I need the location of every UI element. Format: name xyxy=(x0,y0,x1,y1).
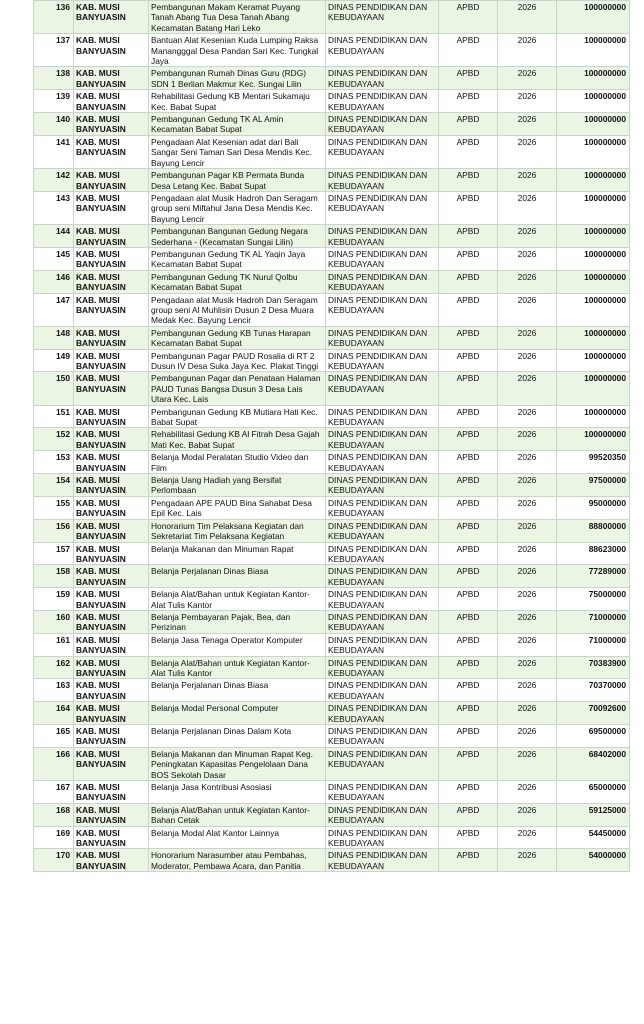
table-row xyxy=(34,656,630,679)
kegiatan-cell: Pembangunan Bangunan Gedung Negara Sederhana - (Kecamatan Sungai Lilin) xyxy=(149,225,326,248)
row-number: 165 xyxy=(34,725,74,748)
sumber-dana-cell: APBD xyxy=(439,247,498,270)
kegiatan-cell: Belanja Makanan dan Minuman Rapat Keg. Peningkatan Kapasitas Pengelolaan Dana BOS Sekolah Dasar xyxy=(149,747,326,780)
dinas-cell: DINAS PENDIDIKAN DAN KEBUDAYAAN xyxy=(326,349,439,372)
tahun-cell: 2026 xyxy=(498,725,557,748)
row-number: 161 xyxy=(34,633,74,656)
tahun-cell: 2026 xyxy=(498,542,557,565)
kabupaten-cell: KAB. MUSI BANYUASIN xyxy=(74,747,149,780)
kegiatan-cell: Belanja Jasa Tenaga Operator Komputer xyxy=(149,633,326,656)
dinas-cell: DINAS PENDIDIKAN DAN KEBUDAYAAN xyxy=(326,90,439,113)
kegiatan-cell: Pengadaan alat Musik Hadroh Dan Seragam group seni Miftahul Jana Desa Mendis Kec. Bayung Lencir xyxy=(149,191,326,224)
row-number: 158 xyxy=(34,565,74,588)
sumber-dana-cell: APBD xyxy=(439,781,498,804)
kegiatan-cell: Pembangunan Pagar dan Penataan Halaman PAUD Tunas Bangsa Dusun 3 Desa Lais Utara Kec. Lais xyxy=(149,372,326,405)
table-row xyxy=(34,326,630,349)
anggaran-cell: 77289000 xyxy=(557,565,630,588)
anggaran-cell: 65000000 xyxy=(557,781,630,804)
dinas-cell: DINAS PENDIDIKAN DAN KEBUDAYAAN xyxy=(326,428,439,451)
sumber-dana-cell: APBD xyxy=(439,293,498,326)
kegiatan-cell: Pembangunan Pagar KB Permata Bunda Desa Letang Kec. Babat Supat xyxy=(149,169,326,192)
anggaran-cell: 100000000 xyxy=(557,113,630,136)
kabupaten-cell: KAB. MUSI BANYUASIN xyxy=(74,34,149,67)
kegiatan-cell: Belanja Jasa Kontribusi Asosiasi xyxy=(149,781,326,804)
sumber-dana-cell: APBD xyxy=(439,565,498,588)
sumber-dana-cell: APBD xyxy=(439,405,498,428)
tahun-cell: 2026 xyxy=(498,565,557,588)
anggaran-cell: 69500000 xyxy=(557,725,630,748)
anggaran-cell: 100000000 xyxy=(557,372,630,405)
dinas-cell: DINAS PENDIDIKAN DAN KEBUDAYAAN xyxy=(326,169,439,192)
kabupaten-cell: KAB. MUSI BANYUASIN xyxy=(74,451,149,474)
row-number: 150 xyxy=(34,372,74,405)
anggaran-cell: 68402000 xyxy=(557,747,630,780)
dinas-cell: DINAS PENDIDIKAN DAN KEBUDAYAAN xyxy=(326,191,439,224)
dinas-cell: DINAS PENDIDIKAN DAN KEBUDAYAAN xyxy=(326,405,439,428)
row-number: 139 xyxy=(34,90,74,113)
kabupaten-cell: KAB. MUSI BANYUASIN xyxy=(74,725,149,748)
sumber-dana-cell: APBD xyxy=(439,519,498,542)
dinas-cell: DINAS PENDIDIKAN DAN KEBUDAYAAN xyxy=(326,247,439,270)
anggaran-cell: 100000000 xyxy=(557,169,630,192)
anggaran-cell: 100000000 xyxy=(557,405,630,428)
sumber-dana-cell: APBD xyxy=(439,803,498,826)
row-number: 168 xyxy=(34,803,74,826)
kabupaten-cell: KAB. MUSI BANYUASIN xyxy=(74,633,149,656)
anggaran-cell: 54000000 xyxy=(557,849,630,872)
sumber-dana-cell: APBD xyxy=(439,588,498,611)
kabupaten-cell: KAB. MUSI BANYUASIN xyxy=(74,191,149,224)
kabupaten-cell: KAB. MUSI BANYUASIN xyxy=(74,542,149,565)
kabupaten-cell: KAB. MUSI BANYUASIN xyxy=(74,781,149,804)
sumber-dana-cell: APBD xyxy=(439,34,498,67)
kabupaten-cell: KAB. MUSI BANYUASIN xyxy=(74,849,149,872)
row-number: 140 xyxy=(34,113,74,136)
anggaran-cell: 100000000 xyxy=(557,34,630,67)
kegiatan-cell: Pembangunan Pagar PAUD Rosalia di RT 2 Dusun IV Desa Suka Jaya Kec. Plakat Tinggi xyxy=(149,349,326,372)
kabupaten-cell: KAB. MUSI BANYUASIN xyxy=(74,565,149,588)
tahun-cell: 2026 xyxy=(498,191,557,224)
sumber-dana-cell: APBD xyxy=(439,451,498,474)
tahun-cell: 2026 xyxy=(498,610,557,633)
row-number: 142 xyxy=(34,169,74,192)
tahun-cell: 2026 xyxy=(498,372,557,405)
dinas-cell: DINAS PENDIDIKAN DAN KEBUDAYAAN xyxy=(326,803,439,826)
kegiatan-cell: Belanja Perjalanan Dinas Dalam Kota xyxy=(149,725,326,748)
kabupaten-cell: KAB. MUSI BANYUASIN xyxy=(74,293,149,326)
kegiatan-cell: Rehabilitasi Gedung KB Mentari Sukamaju Kec. Babat Supat xyxy=(149,90,326,113)
anggaran-cell: 99520350 xyxy=(557,451,630,474)
table-row xyxy=(34,849,630,872)
row-number: 156 xyxy=(34,519,74,542)
table-row xyxy=(34,565,630,588)
table-row xyxy=(34,270,630,293)
anggaran-cell: 70383900 xyxy=(557,656,630,679)
table-row xyxy=(34,1,630,34)
row-number: 145 xyxy=(34,247,74,270)
kegiatan-cell: Honorarium Narasumber atau Pembahas, Moderator, Pembawa Acara, dan Panitia xyxy=(149,849,326,872)
table-row xyxy=(34,474,630,497)
kegiatan-cell: Rehabilitasi Gedung KB Al Fitrah Desa Gajah Mati Kec. Babat Supat xyxy=(149,428,326,451)
dinas-cell: DINAS PENDIDIKAN DAN KEBUDAYAAN xyxy=(326,747,439,780)
kegiatan-cell: Belanja Modal Peralatan Studio Video dan Film xyxy=(149,451,326,474)
dinas-cell: DINAS PENDIDIKAN DAN KEBUDAYAAN xyxy=(326,67,439,90)
budget-table-body xyxy=(34,1,630,872)
anggaran-cell: 100000000 xyxy=(557,135,630,168)
sumber-dana-cell: APBD xyxy=(439,610,498,633)
table-row xyxy=(34,610,630,633)
tahun-cell: 2026 xyxy=(498,633,557,656)
row-number: 149 xyxy=(34,349,74,372)
anggaran-cell: 100000000 xyxy=(557,349,630,372)
row-number: 146 xyxy=(34,270,74,293)
dinas-cell: DINAS PENDIDIKAN DAN KEBUDAYAAN xyxy=(326,270,439,293)
kabupaten-cell: KAB. MUSI BANYUASIN xyxy=(74,135,149,168)
table-row xyxy=(34,519,630,542)
kegiatan-cell: Pembangunan Gedung TK Nurul Qolbu Kecamatan Babat Supat xyxy=(149,270,326,293)
tahun-cell: 2026 xyxy=(498,90,557,113)
anggaran-cell: 100000000 xyxy=(557,326,630,349)
dinas-cell: DINAS PENDIDIKAN DAN KEBUDAYAAN xyxy=(326,565,439,588)
sumber-dana-cell: APBD xyxy=(439,826,498,849)
sumber-dana-cell: APBD xyxy=(439,349,498,372)
sumber-dana-cell: APBD xyxy=(439,542,498,565)
tahun-cell: 2026 xyxy=(498,405,557,428)
table-row xyxy=(34,247,630,270)
row-number: 159 xyxy=(34,588,74,611)
kabupaten-cell: KAB. MUSI BANYUASIN xyxy=(74,67,149,90)
dinas-cell: DINAS PENDIDIKAN DAN KEBUDAYAAN xyxy=(326,781,439,804)
tahun-cell: 2026 xyxy=(498,169,557,192)
tahun-cell: 2026 xyxy=(498,496,557,519)
table-row xyxy=(34,349,630,372)
kabupaten-cell: KAB. MUSI BANYUASIN xyxy=(74,1,149,34)
row-number: 164 xyxy=(34,702,74,725)
sumber-dana-cell: APBD xyxy=(439,113,498,136)
kabupaten-cell: KAB. MUSI BANYUASIN xyxy=(74,702,149,725)
row-number: 166 xyxy=(34,747,74,780)
tahun-cell: 2026 xyxy=(498,67,557,90)
tahun-cell: 2026 xyxy=(498,519,557,542)
table-row xyxy=(34,428,630,451)
table-row xyxy=(34,542,630,565)
kabupaten-cell: KAB. MUSI BANYUASIN xyxy=(74,588,149,611)
dinas-cell: DINAS PENDIDIKAN DAN KEBUDAYAAN xyxy=(326,725,439,748)
kabupaten-cell: KAB. MUSI BANYUASIN xyxy=(74,90,149,113)
anggaran-cell: 97500000 xyxy=(557,474,630,497)
sumber-dana-cell: APBD xyxy=(439,474,498,497)
kegiatan-cell: Pembangunan Rumah Dinas Guru (RDG) SDN 1 Berlian Makmur Kec. Sungai Lilin xyxy=(149,67,326,90)
kegiatan-cell: Honorarium Tim Pelaksana Kegiatan dan Sekretariat Tim Pelaksana Kegiatan xyxy=(149,519,326,542)
kabupaten-cell: KAB. MUSI BANYUASIN xyxy=(74,519,149,542)
tahun-cell: 2026 xyxy=(498,451,557,474)
sumber-dana-cell: APBD xyxy=(439,225,498,248)
budget-table xyxy=(33,0,630,872)
kegiatan-cell: Belanja Alat/Bahan untuk Kegiatan Kantor-Alat Tulis Kantor xyxy=(149,588,326,611)
kabupaten-cell: KAB. MUSI BANYUASIN xyxy=(74,803,149,826)
sumber-dana-cell: APBD xyxy=(439,135,498,168)
row-number: 155 xyxy=(34,496,74,519)
table-row xyxy=(34,781,630,804)
anggaran-cell: 100000000 xyxy=(557,270,630,293)
kabupaten-cell: KAB. MUSI BANYUASIN xyxy=(74,225,149,248)
tahun-cell: 2026 xyxy=(498,349,557,372)
sumber-dana-cell: APBD xyxy=(439,326,498,349)
table-row xyxy=(34,496,630,519)
table-row xyxy=(34,293,630,326)
table-row xyxy=(34,588,630,611)
anggaran-cell: 100000000 xyxy=(557,90,630,113)
sumber-dana-cell: APBD xyxy=(439,496,498,519)
kegiatan-cell: Pembangunan Makam Keramat Puyang Tanah Abang Tua Desa Tanah Abang Kecamatan Batang Hari Leko xyxy=(149,1,326,34)
dinas-cell: DINAS PENDIDIKAN DAN KEBUDAYAAN xyxy=(326,633,439,656)
sumber-dana-cell: APBD xyxy=(439,656,498,679)
kegiatan-cell: Belanja Alat/Bahan untuk Kegiatan Kantor- Bahan Cetak xyxy=(149,803,326,826)
sumber-dana-cell: APBD xyxy=(439,747,498,780)
row-number: 143 xyxy=(34,191,74,224)
dinas-cell: DINAS PENDIDIKAN DAN KEBUDAYAAN xyxy=(326,496,439,519)
kabupaten-cell: KAB. MUSI BANYUASIN xyxy=(74,679,149,702)
tahun-cell: 2026 xyxy=(498,849,557,872)
sumber-dana-cell: APBD xyxy=(439,1,498,34)
table-row xyxy=(34,826,630,849)
dinas-cell: DINAS PENDIDIKAN DAN KEBUDAYAAN xyxy=(326,34,439,67)
table-row xyxy=(34,169,630,192)
anggaran-cell: 70370000 xyxy=(557,679,630,702)
dinas-cell: DINAS PENDIDIKAN DAN KEBUDAYAAN xyxy=(326,679,439,702)
tahun-cell: 2026 xyxy=(498,428,557,451)
row-number: 154 xyxy=(34,474,74,497)
table-row xyxy=(34,135,630,168)
row-number: 162 xyxy=(34,656,74,679)
dinas-cell: DINAS PENDIDIKAN DAN KEBUDAYAAN xyxy=(326,372,439,405)
tahun-cell: 2026 xyxy=(498,702,557,725)
table-row xyxy=(34,113,630,136)
anggaran-cell: 100000000 xyxy=(557,67,630,90)
anggaran-cell: 70092600 xyxy=(557,702,630,725)
table-row xyxy=(34,90,630,113)
row-number: 138 xyxy=(34,67,74,90)
dinas-cell: DINAS PENDIDIKAN DAN KEBUDAYAAN xyxy=(326,451,439,474)
kegiatan-cell: Belanja Makanan dan Minuman Rapat xyxy=(149,542,326,565)
anggaran-cell: 100000000 xyxy=(557,247,630,270)
tahun-cell: 2026 xyxy=(498,135,557,168)
anggaran-cell: 100000000 xyxy=(557,1,630,34)
kegiatan-cell: Belanja Modal Personal Computer xyxy=(149,702,326,725)
sumber-dana-cell: APBD xyxy=(439,849,498,872)
dinas-cell: DINAS PENDIDIKAN DAN KEBUDAYAAN xyxy=(326,826,439,849)
table-row xyxy=(34,725,630,748)
sumber-dana-cell: APBD xyxy=(439,169,498,192)
row-number: 163 xyxy=(34,679,74,702)
anggaran-cell: 100000000 xyxy=(557,225,630,248)
row-number: 153 xyxy=(34,451,74,474)
tahun-cell: 2026 xyxy=(498,1,557,34)
kegiatan-cell: Belanja Modal Alat Kantor Lainnya xyxy=(149,826,326,849)
kegiatan-cell: Pengadaan APE PAUD Bina Sahabat Desa Epil Kec. Lais xyxy=(149,496,326,519)
kabupaten-cell: KAB. MUSI BANYUASIN xyxy=(74,474,149,497)
tahun-cell: 2026 xyxy=(498,679,557,702)
row-number: 136 xyxy=(34,1,74,34)
dinas-cell: DINAS PENDIDIKAN DAN KEBUDAYAAN xyxy=(326,293,439,326)
kegiatan-cell: Pengadaan Alat Kesenian adat dari Bali Sangar Seni Taman Sari Desa Mendis Kec. Bayung Lencir xyxy=(149,135,326,168)
kabupaten-cell: KAB. MUSI BANYUASIN xyxy=(74,496,149,519)
kegiatan-cell: Belanja Alat/Bahan untuk Kegiatan Kantor-Alat Tulis Kantor xyxy=(149,656,326,679)
kabupaten-cell: KAB. MUSI BANYUASIN xyxy=(74,270,149,293)
dinas-cell: DINAS PENDIDIKAN DAN KEBUDAYAAN xyxy=(326,225,439,248)
kegiatan-cell: Belanja Uang Hadiah yang Bersifat Perlombaan xyxy=(149,474,326,497)
dinas-cell: DINAS PENDIDIKAN DAN KEBUDAYAAN xyxy=(326,519,439,542)
dinas-cell: DINAS PENDIDIKAN DAN KEBUDAYAAN xyxy=(326,610,439,633)
sumber-dana-cell: APBD xyxy=(439,191,498,224)
row-number: 137 xyxy=(34,34,74,67)
row-number: 160 xyxy=(34,610,74,633)
sumber-dana-cell: APBD xyxy=(439,633,498,656)
tahun-cell: 2026 xyxy=(498,225,557,248)
kabupaten-cell: KAB. MUSI BANYUASIN xyxy=(74,326,149,349)
row-number: 144 xyxy=(34,225,74,248)
tahun-cell: 2026 xyxy=(498,656,557,679)
kegiatan-cell: Pengadaan alat Musik Hadroh Dan Seragam group seni Al Muhlisin Dusun 2 Desa Muara Medak Kec. Bayung Lencir xyxy=(149,293,326,326)
dinas-cell: DINAS PENDIDIKAN DAN KEBUDAYAAN xyxy=(326,135,439,168)
anggaran-cell: 88800000 xyxy=(557,519,630,542)
row-number: 151 xyxy=(34,405,74,428)
tahun-cell: 2026 xyxy=(498,747,557,780)
row-number: 152 xyxy=(34,428,74,451)
row-number: 167 xyxy=(34,781,74,804)
table-row xyxy=(34,405,630,428)
kabupaten-cell: KAB. MUSI BANYUASIN xyxy=(74,405,149,428)
table-row xyxy=(34,633,630,656)
kegiatan-cell: Pembangunan Gedung TK AL Amin Kecamatan Babat Supat xyxy=(149,113,326,136)
dinas-cell: DINAS PENDIDIKAN DAN KEBUDAYAAN xyxy=(326,326,439,349)
kegiatan-cell: Pembangunan Gedung KB Tunas Harapan Kecamatan Babat Supat xyxy=(149,326,326,349)
kabupaten-cell: KAB. MUSI BANYUASIN xyxy=(74,169,149,192)
dinas-cell: DINAS PENDIDIKAN DAN KEBUDAYAAN xyxy=(326,656,439,679)
tahun-cell: 2026 xyxy=(498,781,557,804)
sumber-dana-cell: APBD xyxy=(439,679,498,702)
kabupaten-cell: KAB. MUSI BANYUASIN xyxy=(74,247,149,270)
sumber-dana-cell: APBD xyxy=(439,90,498,113)
table-row xyxy=(34,67,630,90)
table-row xyxy=(34,372,630,405)
anggaran-cell: 59125000 xyxy=(557,803,630,826)
table-row xyxy=(34,747,630,780)
tahun-cell: 2026 xyxy=(498,826,557,849)
anggaran-cell: 100000000 xyxy=(557,191,630,224)
dinas-cell: DINAS PENDIDIKAN DAN KEBUDAYAAN xyxy=(326,702,439,725)
kegiatan-cell: Belanja Perjalanan Dinas Biasa xyxy=(149,565,326,588)
sumber-dana-cell: APBD xyxy=(439,725,498,748)
table-row xyxy=(34,451,630,474)
tahun-cell: 2026 xyxy=(498,588,557,611)
table-row xyxy=(34,34,630,67)
kegiatan-cell: Belanja Perjalanan Dinas Biasa xyxy=(149,679,326,702)
row-number: 147 xyxy=(34,293,74,326)
dinas-cell: DINAS PENDIDIKAN DAN KEBUDAYAAN xyxy=(326,113,439,136)
row-number: 170 xyxy=(34,849,74,872)
tahun-cell: 2026 xyxy=(498,34,557,67)
anggaran-cell: 88623000 xyxy=(557,542,630,565)
anggaran-cell: 75000000 xyxy=(557,588,630,611)
tahun-cell: 2026 xyxy=(498,326,557,349)
dinas-cell: DINAS PENDIDIKAN DAN KEBUDAYAAN xyxy=(326,1,439,34)
kabupaten-cell: KAB. MUSI BANYUASIN xyxy=(74,610,149,633)
row-number: 148 xyxy=(34,326,74,349)
dinas-cell: DINAS PENDIDIKAN DAN KEBUDAYAAN xyxy=(326,474,439,497)
anggaran-cell: 71000000 xyxy=(557,633,630,656)
sumber-dana-cell: APBD xyxy=(439,270,498,293)
row-number: 141 xyxy=(34,135,74,168)
table-row xyxy=(34,191,630,224)
kabupaten-cell: KAB. MUSI BANYUASIN xyxy=(74,349,149,372)
table-row xyxy=(34,225,630,248)
tahun-cell: 2026 xyxy=(498,293,557,326)
kegiatan-cell: Pembangunan Gedung KB Mutiara Hati Kec. Babat Supat xyxy=(149,405,326,428)
anggaran-cell: 71000000 xyxy=(557,610,630,633)
anggaran-cell: 100000000 xyxy=(557,293,630,326)
table-row xyxy=(34,679,630,702)
table-row xyxy=(34,702,630,725)
kabupaten-cell: KAB. MUSI BANYUASIN xyxy=(74,113,149,136)
sumber-dana-cell: APBD xyxy=(439,428,498,451)
kabupaten-cell: KAB. MUSI BANYUASIN xyxy=(74,428,149,451)
kegiatan-cell: Belanja Pembayaran Pajak, Bea, dan Perizinan xyxy=(149,610,326,633)
anggaran-cell: 54450000 xyxy=(557,826,630,849)
tahun-cell: 2026 xyxy=(498,113,557,136)
kegiatan-cell: Bantuan Alat Kesenian Kuda Lumping Raksa Manangggal Desa Pandan Sari Kec. Tungkal Jaya xyxy=(149,34,326,67)
row-number: 157 xyxy=(34,542,74,565)
kabupaten-cell: KAB. MUSI BANYUASIN xyxy=(74,656,149,679)
tahun-cell: 2026 xyxy=(498,247,557,270)
sumber-dana-cell: APBD xyxy=(439,702,498,725)
table-row xyxy=(34,803,630,826)
anggaran-cell: 100000000 xyxy=(557,428,630,451)
kegiatan-cell: Pembangunan Gedung TK AL Yaqin Jaya Kecamatan Babat Supat xyxy=(149,247,326,270)
kabupaten-cell: KAB. MUSI BANYUASIN xyxy=(74,826,149,849)
row-number: 169 xyxy=(34,826,74,849)
dinas-cell: DINAS PENDIDIKAN DAN KEBUDAYAAN xyxy=(326,588,439,611)
anggaran-cell: 95000000 xyxy=(557,496,630,519)
sumber-dana-cell: APBD xyxy=(439,372,498,405)
sumber-dana-cell: APBD xyxy=(439,67,498,90)
dinas-cell: DINAS PENDIDIKAN DAN KEBUDAYAAN xyxy=(326,542,439,565)
tahun-cell: 2026 xyxy=(498,270,557,293)
dinas-cell: DINAS PENDIDIKAN DAN KEBUDAYAAN xyxy=(326,849,439,872)
kabupaten-cell: KAB. MUSI BANYUASIN xyxy=(74,372,149,405)
tahun-cell: 2026 xyxy=(498,474,557,497)
tahun-cell: 2026 xyxy=(498,803,557,826)
